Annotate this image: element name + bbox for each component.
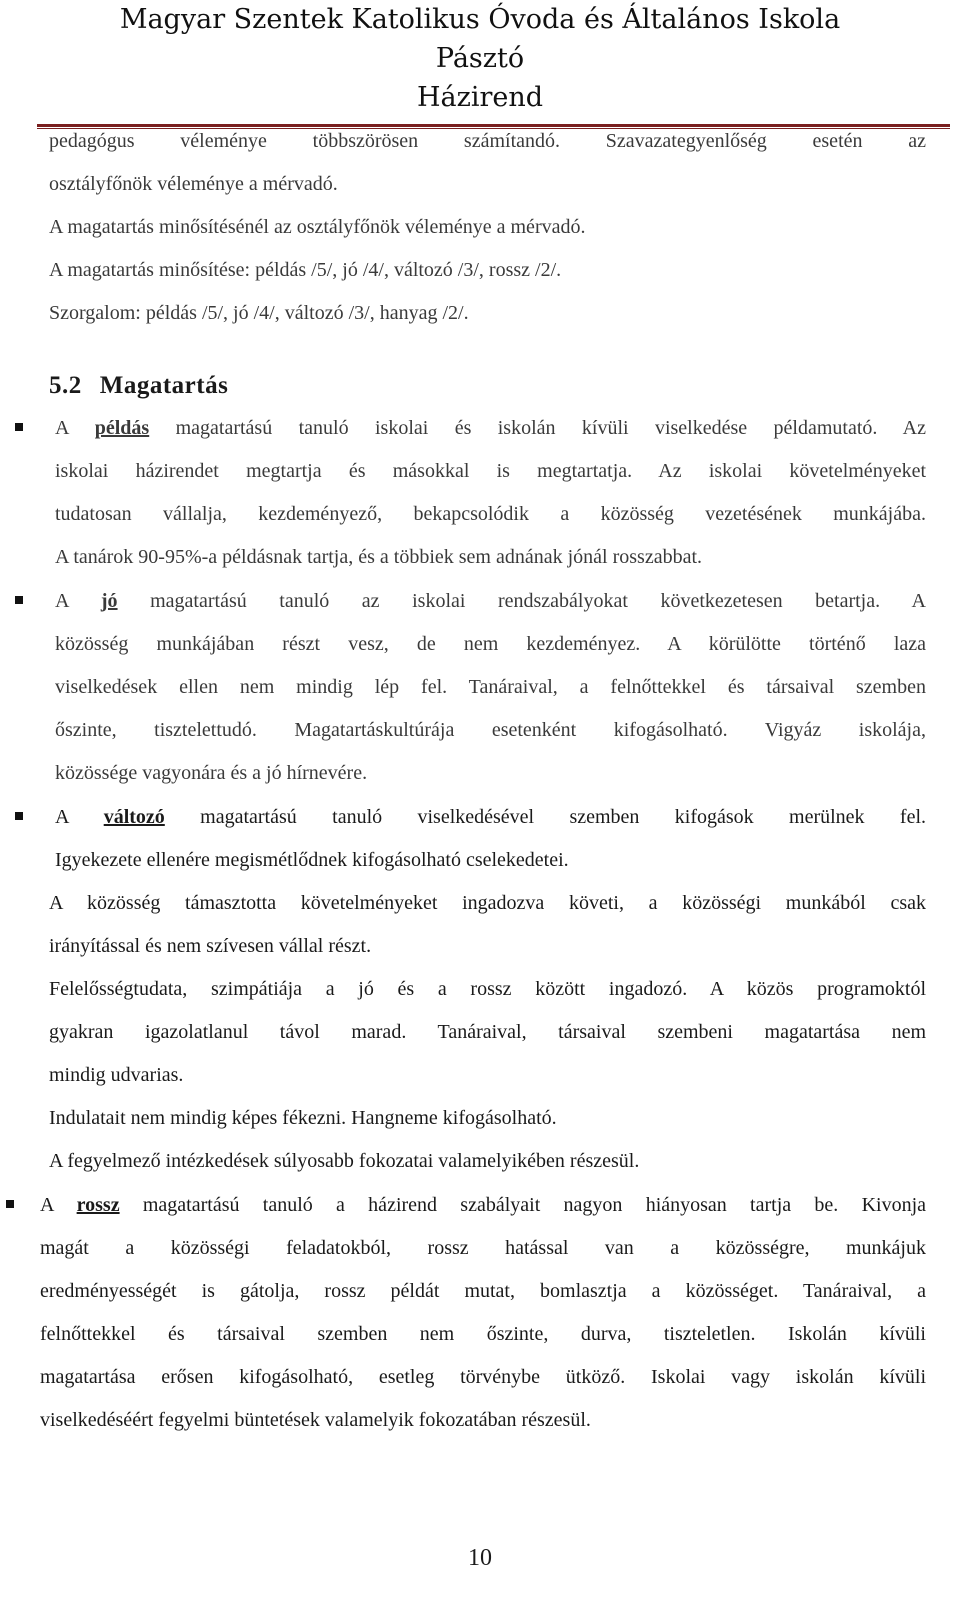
page-header [0, 0, 960, 117]
jo-line-5: közössége vagyonára és a jó hírnevére. [55, 762, 368, 784]
valtozo-line-1 [55, 805, 926, 829]
rossz-line-2: magát a közösségi feladatokból, rossz hatással van a közösségre, munkájuk [40, 1237, 926, 1259]
header-rule [37, 124, 950, 127]
valtozo-p3: Indulatait nem mindig képes fékezni. Hangneme kifogásolható. [49, 1107, 557, 1129]
valtozo-line-2: Igyekezete ellenére megismétlődnek kifogásolható cselekedetei. [55, 849, 569, 871]
jo-line-1 [55, 589, 926, 613]
rossz-line-1 [40, 1193, 926, 1217]
pelda-pre: A [55, 417, 69, 439]
valtozo-p1-line-2: irányítással és nem szívesen vállal részt. [49, 935, 372, 957]
valtozo-line-1-rest: magatartású tanuló viselkedésével szemben kifogások merülnek fel. [200, 806, 927, 828]
header-document-title: Házirend [416, 82, 544, 113]
pelda-line-1-rest: magatartású tanuló iskolai és iskolán kívüli viselkedése példamutató. Az [175, 417, 927, 439]
jo-pre: A [55, 590, 69, 612]
jo-line-3: viselkedések ellen nem mindig lép fel. Tanáraival, a felnőttekkel és társaival szemben [55, 676, 926, 698]
bullet-square-icon [6, 1200, 14, 1208]
valtozo-p2-line-2: gyakran igazolatlanul távol marad. Tanáraival, társaival szembeni magatartása nem [49, 1021, 926, 1043]
section-number: 5.2 [49, 372, 82, 399]
valtozo-p1-line-1: A közösség támasztotta követelményeket ingadozva követi, a közösségi munkából csak [49, 892, 926, 914]
valtozo-keyword: változó [103, 806, 165, 828]
section-title: Magatartás [99, 372, 229, 399]
intro-line-5: Szorgalom: példás /5/, jó /4/, változó /3/, hanyag /2/. [49, 302, 469, 324]
intro-line-2: osztályfőnök véleménye a mérvadó. [49, 173, 338, 195]
bullet-square-icon [15, 596, 23, 604]
bullet-square-icon [15, 812, 23, 820]
page-number: 10 [468, 1545, 492, 1571]
header-town: Pásztó [435, 43, 525, 74]
pelda-keyword: példás [94, 417, 150, 439]
rossz-line-6: viselkedéséért fegyelmi büntetések valamelyik fokozatában részesül. [40, 1409, 591, 1431]
valtozo-pre: A [55, 806, 69, 828]
rossz-line-5: magatartása erősen kifogásolható, esetleg törvénybe ütköző. Iskolai vagy iskolán kívüli [40, 1366, 926, 1388]
section-heading [49, 372, 228, 400]
rossz-line-4: felnőttekkel és társaival szemben nem őszinte, durva, tiszteletlen. Iskolán kívüli [40, 1323, 926, 1345]
jo-line-2: közösség munkájában részt vesz, de nem kezdeményez. A körülötte történő laza [55, 633, 926, 655]
valtozo-p2-line-3: mindig udvarias. [49, 1064, 184, 1086]
bullet-square-icon [15, 423, 23, 431]
rossz-keyword: rossz [76, 1194, 120, 1216]
pelda-line-2: iskolai házirendet megtartja és másokkal is megtartatja. Az iskolai követelményeket [55, 460, 926, 482]
intro-line-4: A magatartás minősítése: példás /5/, jó /4/, változó /3/, rossz /2/. [49, 259, 562, 281]
rossz-line-3: eredményességét is gátolja, rossz példát mutat, bomlasztja a közösséget. Tanáraival, a [40, 1280, 926, 1302]
jo-keyword: jó [100, 590, 118, 612]
valtozo-p4: A fegyelmező intézkedések súlyosabb fokozatai valamelyikében részesül. [49, 1150, 640, 1172]
jo-line-4: őszinte, tisztelettudó. Magatartáskultúrája esetenként kifogásolható. Vigyáz iskolája, [55, 719, 926, 741]
header-school-name: Magyar Szentek Katolikus Óvoda és Általános Iskola [119, 4, 841, 35]
pelda-line-4: A tanárok 90-95%-a példásnak tartja, és a többiek sem adnának jónál rosszabbat. [55, 546, 703, 568]
intro-line-1: pedagógus véleménye többszörösen számítandó. Szavazategyenlőség esetén az [49, 130, 926, 152]
rossz-pre: A [40, 1194, 54, 1216]
intro-line-3: A magatartás minősítésénél az osztályfőnök véleménye a mérvadó. [49, 216, 586, 238]
valtozo-p2-line-1: Felelősségtudata, szimpátiája a jó és a rossz között ingadozó. A közös programoktól [49, 978, 926, 1000]
pelda-line-1 [55, 416, 926, 440]
jo-line-1-rest: magatartású tanuló az iskolai rendszabályokat következetesen betartja. A [150, 590, 926, 612]
rossz-line-1-rest: magatartású tanuló a házirend szabályait nagyon hiányosan tartja be. Kivonja [142, 1194, 927, 1216]
pelda-line-3: tudatosan vállalja, kezdeményező, bekapcsolódik a közösség vezetésének munkájába. [55, 503, 926, 525]
